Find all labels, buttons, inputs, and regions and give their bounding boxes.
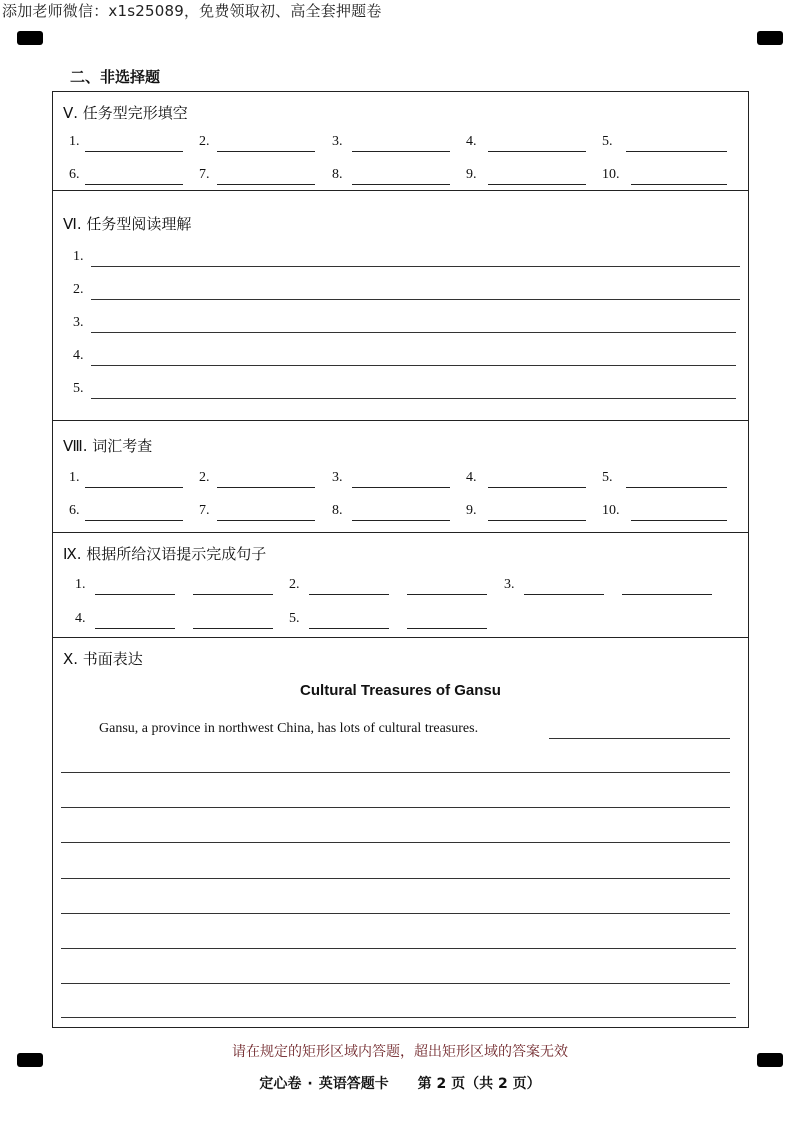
answer-blank[interactable] [289, 609, 489, 631]
answer-blank[interactable] [466, 468, 586, 490]
part-9-row-1 [53, 575, 748, 597]
blank-number: 1. [75, 577, 86, 592]
answer-blank[interactable] [602, 501, 727, 523]
footer-warning: 请在规定的矩形区域内答题，超出矩形区域的答案无效 [232, 1044, 568, 1060]
line-number: 4. [73, 348, 84, 363]
part-10-title: Ⅹ. 书面表达 [63, 650, 143, 668]
part-8-row-2 [53, 501, 748, 523]
answer-blank[interactable] [332, 468, 450, 490]
alignment-marker-top-left [17, 31, 43, 45]
line-number: 2. [73, 282, 84, 297]
blank-number: 8. [332, 503, 343, 518]
answer-blank[interactable] [69, 165, 183, 187]
answer-blank[interactable] [199, 501, 315, 523]
part-5-cloze [53, 92, 748, 190]
header-note: 添加老师微信：x1s25089，免费领取初、高全套押题卷 [2, 2, 382, 20]
brand-name: 定心卷 [259, 1076, 302, 1092]
blank-number: 5. [289, 611, 300, 626]
part-10-writing [53, 637, 748, 1028]
answer-blank[interactable] [602, 165, 727, 187]
answer-blank[interactable] [199, 165, 315, 187]
blank-number: 7. [199, 167, 210, 182]
answer-blank[interactable] [69, 468, 183, 490]
alignment-marker-top-right [757, 31, 783, 45]
answer-blank[interactable] [289, 575, 489, 597]
answer-blank[interactable] [332, 165, 450, 187]
answer-blank[interactable] [602, 468, 727, 490]
blank-number: 5. [602, 134, 613, 149]
blank-number: 3. [504, 577, 515, 592]
footer-info: 定心卷 · 英语答题卡 第 2 页（共 2 页） [259, 1076, 541, 1092]
answer-line[interactable] [53, 247, 748, 269]
part-9-title: Ⅸ. 根据所给汉语提示完成句子 [63, 545, 267, 563]
blank-number: 9. [466, 167, 477, 182]
answer-blank[interactable] [75, 575, 275, 597]
answer-blank[interactable] [69, 501, 183, 523]
blank-number: 3. [332, 134, 343, 149]
blank-number: 2. [199, 470, 210, 485]
blank-number: 4. [466, 470, 477, 485]
answer-blank[interactable] [332, 501, 450, 523]
blank-number: 8. [332, 167, 343, 182]
line-number: 5. [73, 381, 84, 396]
blank-number: 6. [69, 503, 80, 518]
answer-blank[interactable] [199, 468, 315, 490]
part-6-reading [53, 190, 748, 421]
blank-number: 9. [466, 503, 477, 518]
page-indicator: 第 2 页（共 2 页） [417, 1076, 541, 1092]
essay-prompt: Gansu, a province in northwest China, has lots of cultural treasures. [99, 721, 479, 736]
essay-line[interactable] [61, 948, 736, 949]
essay-line[interactable] [61, 772, 730, 773]
answer-line[interactable] [53, 280, 748, 302]
essay-line[interactable] [61, 983, 730, 984]
essay-line[interactable] [61, 878, 730, 879]
blank-number: 10. [602, 503, 620, 518]
part-5-row-2 [53, 165, 748, 187]
answer-blank[interactable] [69, 132, 183, 154]
essay-line[interactable] [61, 913, 730, 914]
card-name: 英语答题卡 [318, 1076, 389, 1092]
blank-number: 2. [199, 134, 210, 149]
answer-blank[interactable] [504, 575, 714, 597]
part-8-vocabulary [53, 420, 748, 533]
part-8-title: Ⅷ. 词汇考查 [63, 437, 153, 455]
line-number: 3. [73, 315, 84, 330]
line-number: 1. [73, 249, 84, 264]
answer-blank[interactable] [602, 132, 727, 154]
essay-prompt-blank[interactable] [549, 738, 730, 739]
blank-number: 6. [69, 167, 80, 182]
blank-number: 2. [289, 577, 300, 592]
blank-number: 5. [602, 470, 613, 485]
essay-line[interactable] [61, 842, 730, 843]
answer-blank[interactable] [466, 132, 586, 154]
answer-line[interactable] [53, 379, 748, 401]
section-title: 二、非选择题 [70, 68, 161, 86]
essay-line[interactable] [61, 807, 730, 808]
answer-blank[interactable] [75, 609, 275, 631]
essay-line[interactable] [61, 1017, 736, 1018]
blank-number: 3. [332, 470, 343, 485]
blank-number: 1. [69, 134, 80, 149]
part-5-title: Ⅴ. 任务型完形填空 [63, 104, 188, 122]
answer-line[interactable] [53, 313, 748, 335]
part-9-row-2 [53, 609, 748, 631]
part-5-row-1 [53, 132, 748, 154]
blank-number: 4. [466, 134, 477, 149]
answer-blank[interactable] [332, 132, 450, 154]
answer-blank[interactable] [466, 165, 586, 187]
part-8-row-1 [53, 468, 748, 490]
answer-line[interactable] [53, 346, 748, 368]
part-9-sentence-completion [53, 532, 748, 638]
part-6-title: Ⅵ. 任务型阅读理解 [63, 215, 192, 233]
blank-number: 1. [69, 470, 80, 485]
blank-number: 7. [199, 503, 210, 518]
answer-area [52, 91, 749, 1028]
blank-number: 10. [602, 167, 620, 182]
essay-title: Cultural Treasures of Gansu [300, 682, 501, 699]
answer-blank[interactable] [466, 501, 586, 523]
blank-number: 4. [75, 611, 86, 626]
answer-blank[interactable] [199, 132, 315, 154]
